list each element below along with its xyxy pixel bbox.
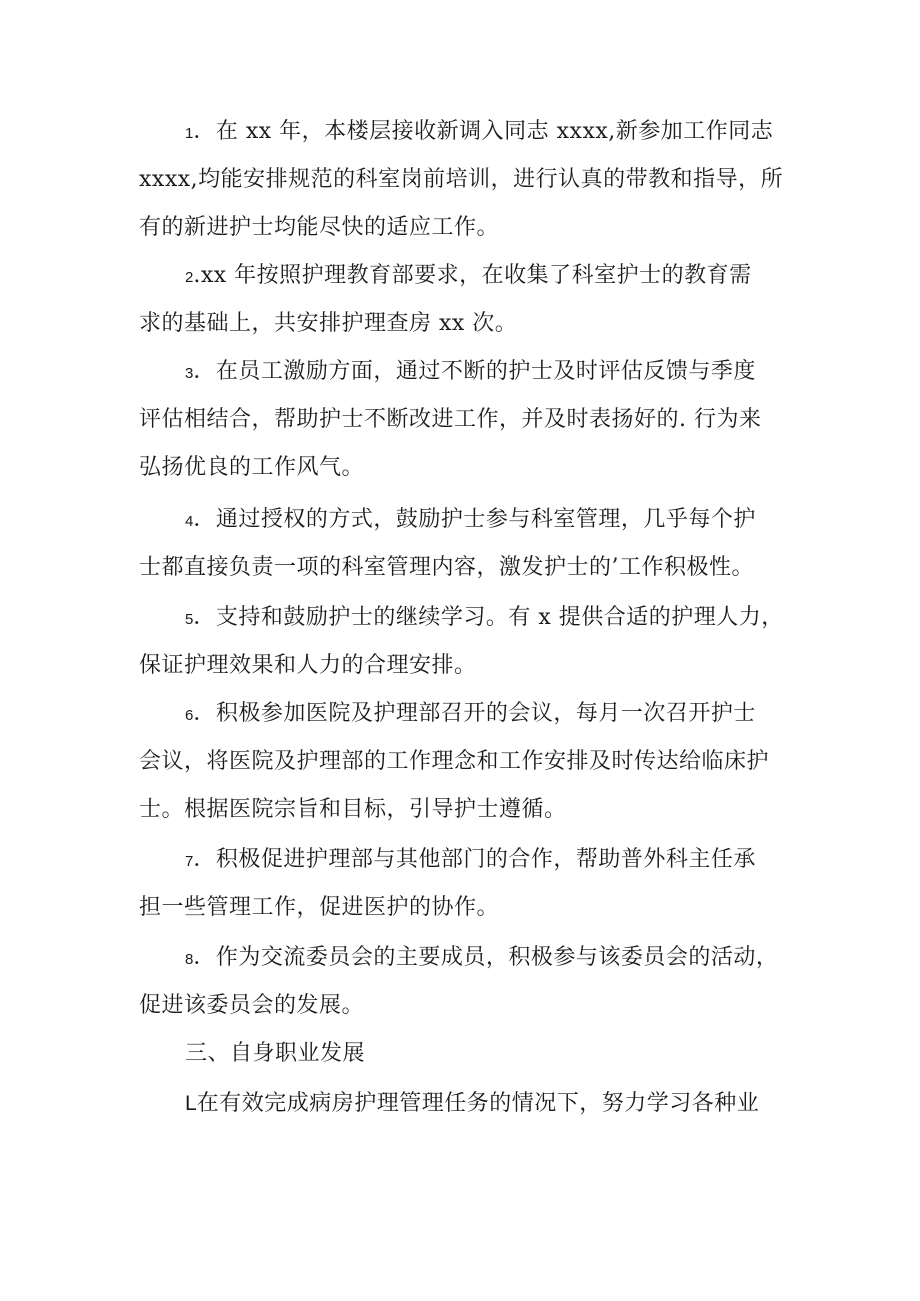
item-number: 8 bbox=[185, 951, 194, 968]
paragraph-6 bbox=[139, 690, 799, 834]
item-number: 3 bbox=[185, 365, 194, 382]
item-number: 6 bbox=[185, 707, 194, 724]
item-number: 2 bbox=[185, 269, 194, 286]
paragraph-line: 担一些管理工作，促进医护的协作。 bbox=[139, 895, 500, 920]
paragraph-8 bbox=[139, 934, 799, 1030]
section-heading-text: 三、自身职业发展 bbox=[185, 1041, 366, 1066]
paragraph-line: 6．积极参加医院及护理部召开的会议，每月一次召开护士 bbox=[185, 701, 756, 726]
paragraph-line: 士都直接负责一项的科室管理内容，激发护士的’工作积极性。 bbox=[139, 555, 754, 580]
paragraph-line: 士。根据医院宗旨和目标，引导护士遵循。 bbox=[139, 797, 567, 822]
paragraph-line: 会议，将医院及护理部的工作理念和工作安排及时传达给临床护 bbox=[139, 749, 770, 774]
paragraph-line: 促进该委员会的发展。 bbox=[139, 993, 365, 1018]
item-number: 7 bbox=[185, 853, 194, 870]
paragraph-line: 1．在 xx 年，本楼层接收新调入同志 xxxx,新参加工作同志 bbox=[185, 119, 774, 144]
paragraph-line: 8．作为交流委员会的主要成员，积极参与该委员会的活动， bbox=[185, 945, 779, 970]
paragraph-2 bbox=[139, 252, 799, 348]
paragraph-line: 弘扬优良的工作风气。 bbox=[139, 455, 365, 480]
paragraph-line: 4．通过授权的方式，鼓励护士参与科室管理，几乎每个护 bbox=[185, 507, 756, 532]
paragraph-line: L在有效完成病房护理管理任务的情况下，努力学习各种业 bbox=[185, 1091, 760, 1116]
paragraph-line: 3．在员工激励方面，通过不断的护士及时评估反馈与季度 bbox=[185, 359, 756, 384]
paragraph-5 bbox=[139, 594, 799, 690]
paragraph-line: 5．支持和鼓励护士的继续学习。有 x 提供合适的护理人力， bbox=[185, 605, 784, 630]
paragraph-line: 求的基础上，共安排护理查房 xx 次。 bbox=[139, 311, 518, 336]
paragraph-line: 7．积极促进护理部与其他部门的合作，帮助普外科主任承 bbox=[185, 847, 756, 872]
paragraph-final bbox=[139, 1080, 799, 1128]
item-number: 4 bbox=[185, 513, 194, 530]
paragraph-line: 评估相结合，帮助护士不断改进工作，并及时表扬好的. 行为来 bbox=[139, 407, 762, 432]
paragraph-3 bbox=[139, 348, 799, 492]
item-prefix: L bbox=[185, 1092, 197, 1115]
paragraph-line: 2.xx 年按照护理教育部要求，在收集了科室护士的教育需 bbox=[185, 263, 752, 288]
paragraph-7 bbox=[139, 836, 799, 932]
paragraph-line: xxxx,均能安排规范的科室岗前培训，进行认真的带教和指导，所 bbox=[139, 167, 784, 192]
paragraph-line: 保证护理效果和人力的合理安排。 bbox=[139, 653, 477, 678]
section-heading bbox=[139, 1030, 799, 1078]
paragraph-1 bbox=[139, 108, 799, 252]
item-number: 1 bbox=[185, 125, 194, 142]
item-number: 5 bbox=[185, 611, 194, 628]
paragraph-4 bbox=[139, 496, 799, 592]
paragraph-line: 有的新进护士均能尽快的适应工作。 bbox=[139, 215, 500, 240]
